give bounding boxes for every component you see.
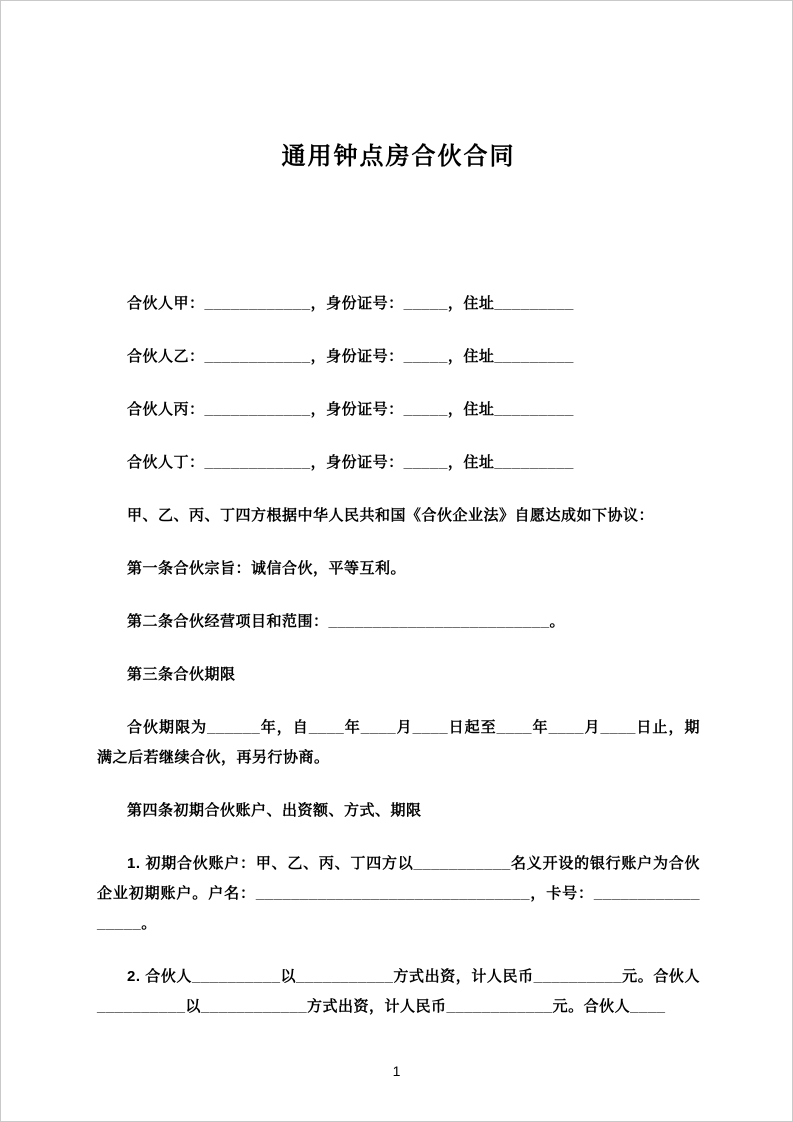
document-content [97, 1, 700, 1045]
paragraph-article-3-heading: 第三条合伙期限 [127, 666, 236, 683]
paragraph-preamble: 甲、乙、丙、丁四方根据中华人民共和国《合伙企业法》自愿达成如下协议： [127, 507, 655, 524]
document-title: 通用钟点房合伙合同 [281, 143, 516, 170]
paragraph-partner-a: 合伙人甲：____________，身份证号：_____，住址_________ [127, 295, 574, 312]
paragraph-article-4-heading: 第四条初期合伙账户、出资额、方式、期限 [127, 802, 422, 819]
paragraph-partner-b: 合伙人乙：____________，身份证号：_____，住址_________ [127, 348, 574, 365]
paragraph-article-1: 第一条合伙宗旨：诚信合伙，平等互利。 [127, 560, 407, 577]
paragraph-article-3-body: 合伙期限为______年，自____年____月____日起至____年____月____日止，期满之后若继续合伙，再另行协商。 [97, 719, 700, 766]
document-body [97, 289, 700, 1022]
paragraph-article-4-item-1: 1. 初期合伙账户：甲、乙、丙、丁四方以___________名义开设的银行账户为合伙企业初期账户。户名：_______________________________，卡号：_________________。 [97, 855, 700, 932]
paragraph-partner-d: 合伙人丁：____________，身份证号：_____，住址_________ [127, 454, 574, 471]
page-number: 1 [392, 1063, 401, 1079]
paragraph-article-4-item-2: 2. 合伙人__________以___________方式出资，计人民币__________元。合伙人__________以____________方式出资，计人民币____________元。合伙人____ [97, 968, 700, 1015]
paragraph-partner-c: 合伙人丙：____________，身份证号：_____，住址_________ [127, 401, 574, 418]
paragraph-article-2: 第二条合伙经营项目和范围：_________________________。 [127, 613, 566, 630]
